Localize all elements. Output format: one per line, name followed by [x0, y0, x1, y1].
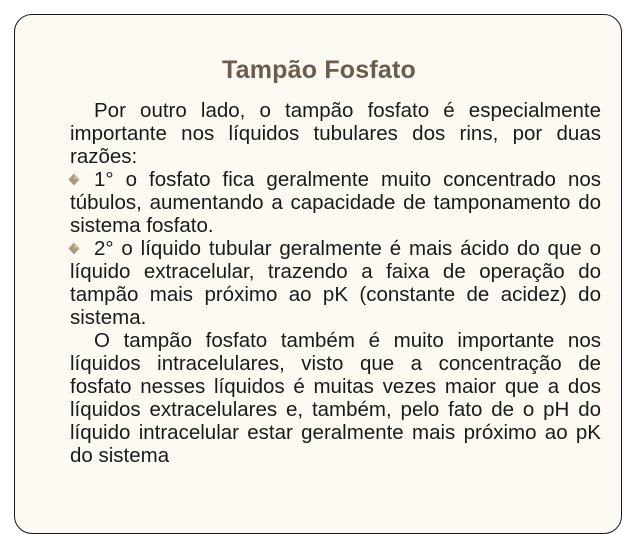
intro-paragraph: Por outro lado, o tampão fosfato é especialmente importante nos líquidos tubulares dos rins, por duas razões: — [70, 99, 601, 168]
slide-body — [70, 99, 601, 467]
diamond-bullet-icon — [68, 242, 80, 255]
diamond-bullet-icon — [68, 173, 80, 186]
slide-title: Tampão Fosfato — [221, 56, 416, 84]
intracellular-paragraph: O tampão fosfato também é muito importante nos líquidos intracelulares, visto que a concentração de fosfato nesses líquidos é muitas vezes maior que a dos líquidos extracelulares e, também, pelo fato de o pH do líquido intracelular estar geralmente mais próximo ao pK do sistema — [70, 329, 601, 467]
bullet-item-2 — [70, 237, 601, 329]
bullet-item-1-text: 1° o fosfato fica geralmente muito concentrado nos túbulos, aumentando a capacidade de tamponamento do sistema fosfato. — [70, 168, 601, 237]
bullet-item-2-text: 2° o líquido tubular geralmente é mais ácido do que o líquido extracelular, trazendo a faixa de operação do tampão mais próximo ao pK (constante de acidez) do sistema. — [70, 237, 601, 329]
bullet-item-1 — [70, 168, 601, 237]
